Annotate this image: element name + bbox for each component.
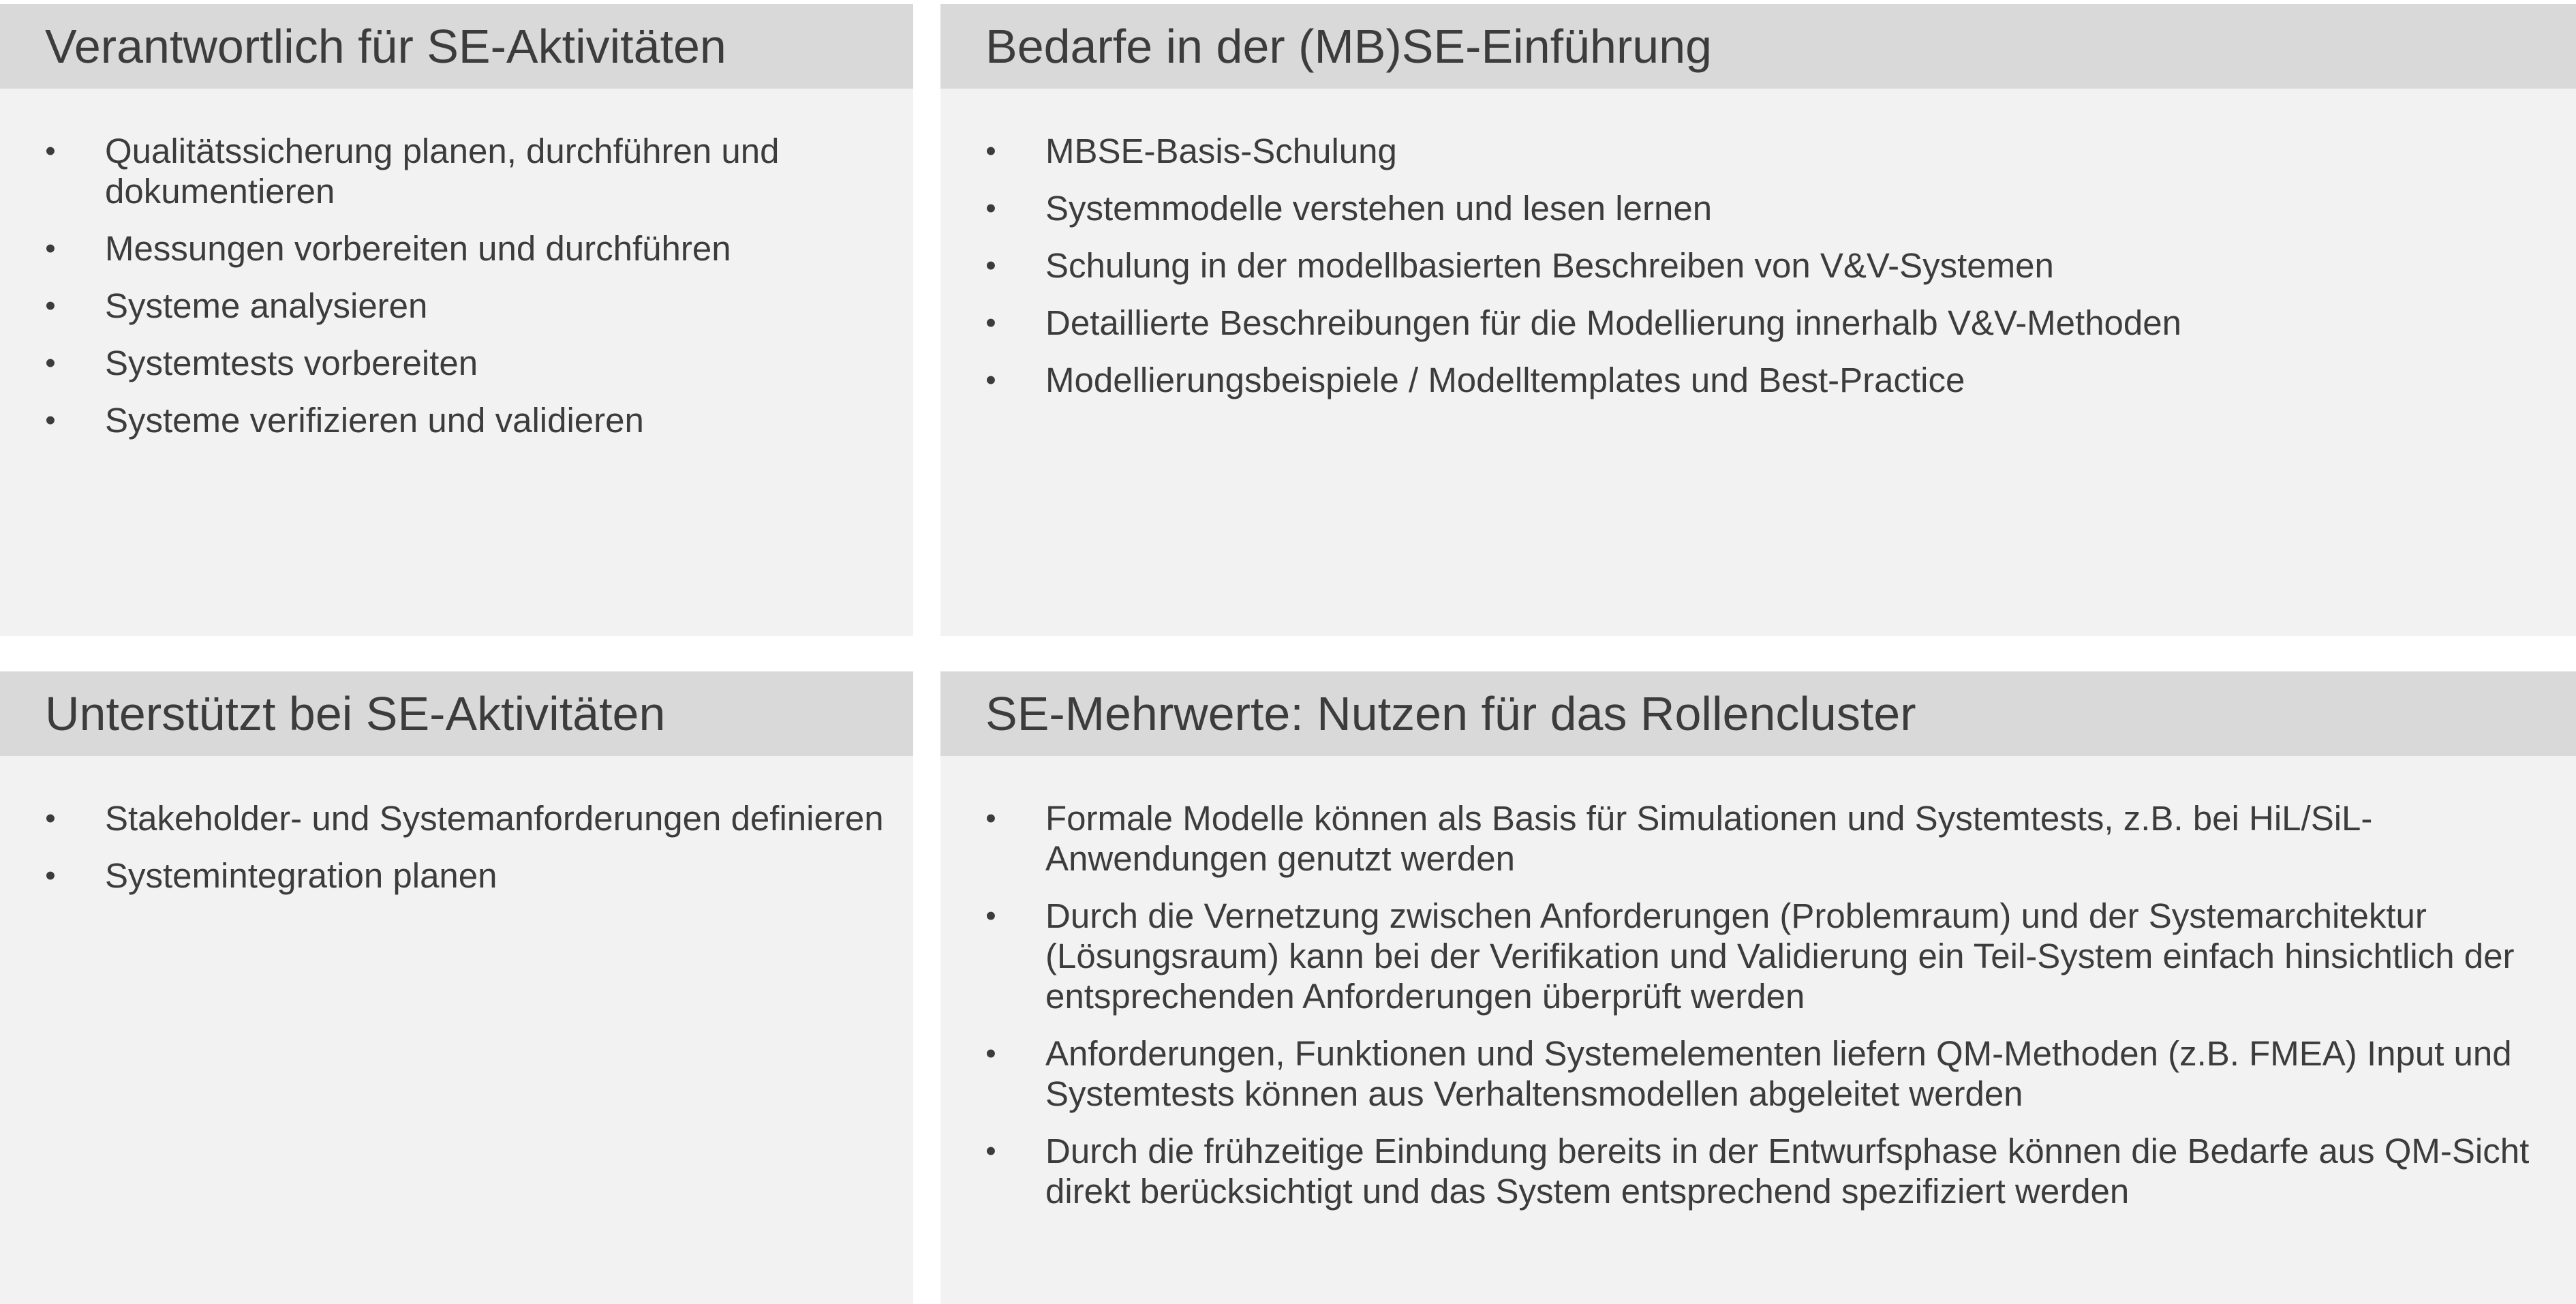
bullet-icon: • [45,134,56,168]
list-item [37,400,886,440]
panel-se-added-value [940,671,2576,1304]
bullet-icon: • [45,346,56,380]
panel-header [940,671,2576,756]
panel-responsible-se-activities [0,4,913,636]
panel-title: SE-Mehrwerte: Nutzen für das Rollencluster [985,687,1916,740]
bullet-icon: • [45,859,56,892]
list-item [977,303,2549,343]
panel-header [0,671,913,756]
list-item-text: Systemtests vorbereiten [105,344,478,382]
list-item [977,131,2549,171]
panel-supports-se-activities [0,671,913,1304]
bullet-icon: • [985,363,996,397]
list-item-text: Systeme verifizieren und validieren [105,401,644,440]
list-item-text: Anforderungen, Funktionen und Systemelementen liefern QM-Methoden (z.B. FMEA) Input und Systemtests können aus Verhaltensmodellen abgeleitet werden [1045,1034,2512,1113]
bullet-icon: • [985,1134,996,1168]
bullet-list [977,798,2549,1228]
list-item [37,286,886,326]
list-item-text: Schulung in der modellbasierten Beschreiben von V&V-Systemen [1045,246,2054,285]
bullet-icon: • [45,404,56,437]
panel-title: Bedarfe in der (MB)SE-Einführung [985,20,1713,73]
list-item-text: Systemmodelle verstehen und lesen lernen [1045,189,1713,228]
bullet-icon: • [985,306,996,339]
list-item [37,343,886,383]
list-item [37,131,886,211]
list-item-text: Modellierungsbeispiele / Modelltemplates und Best-Practice [1045,361,1965,399]
list-item-text: Stakeholder- und Systemanforderungen definieren [105,799,884,838]
list-item-text: MBSE-Basis-Schulung [1045,132,1397,170]
panel-mbse-introduction-needs [940,4,2576,636]
bullet-icon: • [45,802,56,835]
panel-title: Unterstützt bei SE-Aktivitäten [45,687,666,740]
list-item [37,855,886,896]
panel-title: Verantwortlich für SE-Aktivitäten [45,20,726,73]
list-item [977,896,2549,1016]
list-item-text: Qualitätssicherung planen, durchführen und dokumentieren [105,132,780,211]
bullet-icon: • [45,289,56,322]
list-item [977,245,2549,286]
panel-header [0,4,913,89]
list-item [977,798,2549,879]
list-item [977,1131,2549,1211]
list-item [977,360,2549,400]
panel-header [940,4,2576,89]
bullet-icon: • [985,134,996,168]
list-item-text: Systemintegration planen [105,856,497,895]
list-item [37,228,886,269]
list-item [977,188,2549,228]
list-item [37,798,886,838]
bullet-icon: • [45,232,56,265]
list-item-text: Systeme analysieren [105,286,428,325]
bullet-list [977,131,2549,417]
list-item-text: Detaillierte Beschreibungen für die Modellierung innerhalb V&V-Methoden [1045,303,2182,342]
bullet-list [37,131,886,457]
bullet-icon: • [985,192,996,225]
list-item-text: Formale Modelle können als Basis für Simulationen und Systemtests, z.B. bei HiL/SiL-Anwendungen genutzt werden [1045,799,2373,878]
bullet-icon: • [985,802,996,835]
bullet-icon: • [985,249,996,282]
list-item-text: Durch die Vernetzung zwischen Anforderungen (Problemraum) und der Systemarchitektur (Lösungsraum) kann bei der Verifikation und Validierung ein Teil-System einfach hinsichtlich der entsprechenden Anforderungen überprüft werden [1045,896,2515,1016]
bullet-icon: • [985,1037,996,1070]
bullet-list [37,798,886,913]
list-item [977,1033,2549,1114]
bullet-icon: • [985,899,996,932]
list-item-text: Messungen vorbereiten und durchführen [105,229,731,268]
list-item-text: Durch die frühzeitige Einbindung bereits in der Entwurfsphase können die Bedarfe aus QM-Sicht direkt berücksichtigt und das System entsprechend spezifiziert werden [1045,1132,2530,1211]
